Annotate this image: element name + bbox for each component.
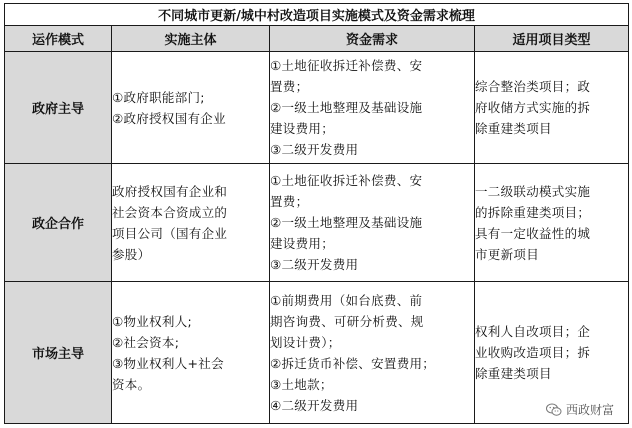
cell-line: ③二级开发费用 xyxy=(270,257,359,272)
cell-line: 一二级联动模式实施 xyxy=(475,183,591,199)
subject-cell xyxy=(112,52,270,164)
cell-line: ①物业权利人; xyxy=(112,313,193,329)
subject-cell xyxy=(112,282,270,424)
cell-line: 除重建类项目 xyxy=(475,121,552,136)
cell-line: ①前期费用（如台底费、前 xyxy=(270,292,423,308)
cell-line: ①土地征收拆迁补偿费、安 xyxy=(270,58,423,73)
cell-line: 市更新项目 xyxy=(475,246,540,262)
cell-line: 权利人自改项目；企 xyxy=(475,324,591,339)
table-row xyxy=(5,52,629,164)
cell-line: 划设计费）； xyxy=(270,334,341,350)
cell-line: 置费； xyxy=(270,194,309,209)
cell-line: ②一级土地整理及基础设施 xyxy=(270,215,423,230)
header-row xyxy=(5,26,629,52)
cell-line: 除重建类项目 xyxy=(475,366,552,381)
cell-line: ①政府职能部门; xyxy=(112,89,205,105)
header-types: 适用项目类型 xyxy=(475,26,629,52)
funding-table xyxy=(4,3,629,424)
table-title: 不同城市更新/城中村改造项目实施模式及资金需求梳理 xyxy=(5,4,629,26)
subject-cell xyxy=(112,164,270,282)
mode-cell: 政府主导 xyxy=(5,52,112,164)
table-row xyxy=(5,282,629,424)
header-subject: 实施主体 xyxy=(112,26,270,52)
funding-cell xyxy=(270,164,475,282)
cell-line: ③二级开发费用 xyxy=(270,142,359,157)
cell-line: 期咨询费、可研分析费、规 xyxy=(270,313,424,329)
cell-line: ③土地款； xyxy=(270,376,333,392)
types-cell xyxy=(475,164,629,282)
cell-line: 社会资本合资成立的 xyxy=(112,204,228,220)
cell-line: 项目公司（国有企业 xyxy=(112,225,228,241)
cell-line: 府收储方式实施的拆 xyxy=(475,100,591,115)
watermark xyxy=(546,401,614,418)
cell-line: 政府授权国有企业和 xyxy=(112,183,228,199)
title-row xyxy=(5,4,629,26)
cell-line: ③物业权利人+社会 xyxy=(112,355,224,371)
cell-line: 置费； xyxy=(270,79,309,94)
funding-cell xyxy=(270,282,475,424)
cell-line: ②社会资本; xyxy=(112,334,180,350)
cell-line: 的拆除重建类项目； xyxy=(475,204,591,220)
mode-cell: 市场主导 xyxy=(5,282,112,424)
watermark-text: 西政财富 xyxy=(565,403,614,417)
cell-line: 具有一定收益性的城 xyxy=(475,225,591,241)
cell-line: ②政府授权国有企业 xyxy=(112,110,226,126)
cell-line: 建设费用； xyxy=(270,121,335,136)
cell-line: 综合整治类项目；政 xyxy=(475,79,591,94)
cell-line: ④二级开发费用 xyxy=(270,397,359,413)
mode-cell: 政企合作 xyxy=(5,164,112,282)
cell-line: 参股） xyxy=(112,246,151,262)
cell-line: 业收购改造项目；拆 xyxy=(475,345,591,360)
cell-line: 资本。 xyxy=(112,376,151,392)
header-mode: 运作模式 xyxy=(5,26,112,52)
cell-line: ①土地征收拆迁补偿费、安 xyxy=(270,173,423,188)
header-funding: 资金需求 xyxy=(270,26,475,52)
cell-line: ②拆迁货币补偿、安置费用； xyxy=(270,355,436,371)
table-row xyxy=(5,164,629,282)
funding-cell xyxy=(270,52,475,164)
types-cell xyxy=(475,52,629,164)
wechat-icon xyxy=(546,403,562,417)
cell-line: 建设费用； xyxy=(270,236,335,251)
cell-line: ②一级土地整理及基础设施 xyxy=(270,100,423,115)
